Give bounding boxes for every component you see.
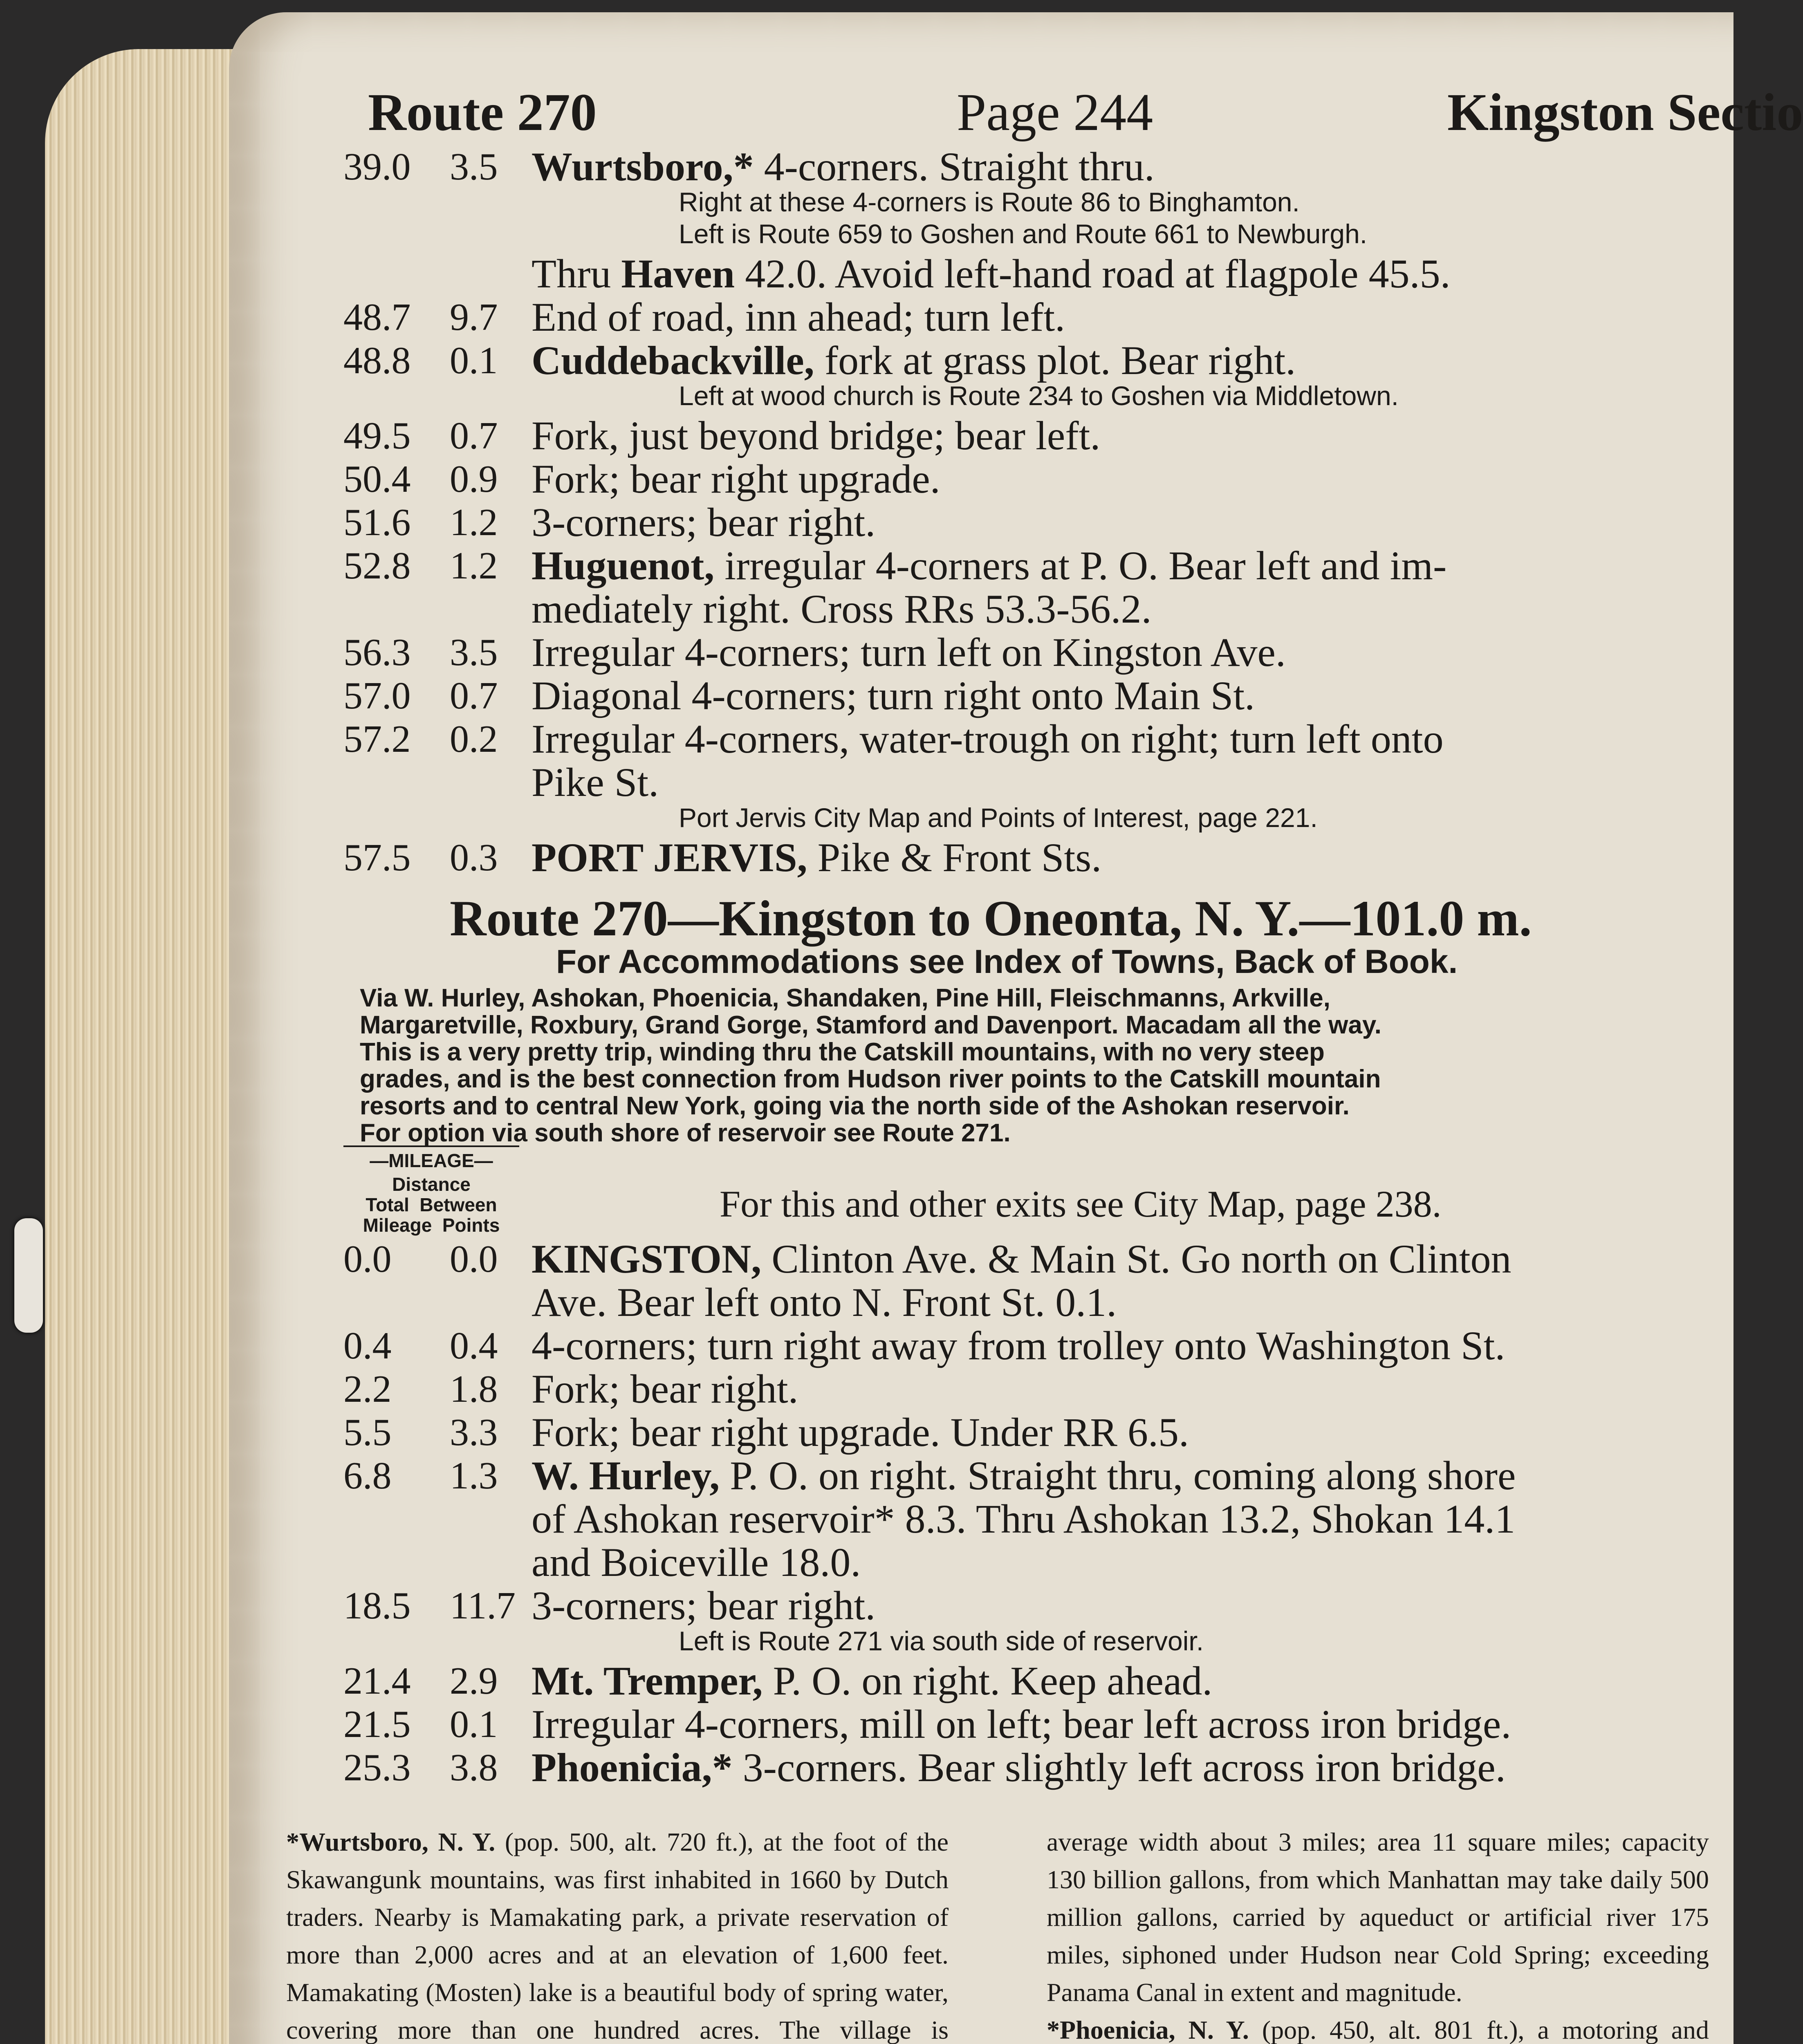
route-step-directions: and Boiceville 18.0.	[531, 1540, 861, 1585]
route-step	[343, 834, 1709, 880]
route-step-text	[531, 629, 1286, 676]
between-mileage: 0.1	[450, 1703, 498, 1746]
route-step-directions: Irregular 4-corners, water-trough on right; turn left onto	[531, 716, 1444, 762]
total-mileage: 5.5	[343, 1411, 392, 1454]
total-mileage: 39.0	[343, 146, 411, 188]
total-mileage: 2.2	[343, 1368, 392, 1410]
route-step-text	[531, 294, 1065, 341]
route-note	[343, 186, 1709, 218]
route-step-directions: 3-corners; bear right.	[531, 500, 876, 545]
accommodations-text: For Accommodations see Index of Towns, Back of Book.	[556, 943, 1458, 980]
route-step-text	[531, 1582, 875, 1629]
route-step	[343, 542, 1709, 588]
total-mileage: 21.5	[343, 1703, 411, 1746]
header-page-number: Page 244	[957, 83, 1153, 142]
via-line	[343, 1011, 1709, 1038]
footnote-heading: *Wurtsboro, N. Y.	[286, 1827, 496, 1856]
total-mileage: 57.2	[343, 718, 411, 760]
route-step	[343, 1495, 1709, 1542]
via-line	[343, 984, 1709, 1011]
route-note-text: Left is Route 271 via south side of reservoir.	[679, 1626, 1204, 1656]
route-step	[343, 1235, 1709, 1282]
route-step-text	[531, 585, 1152, 632]
route-note	[343, 1625, 1709, 1657]
route-note-text: Port Jervis City Map and Points of Interest, page 221.	[679, 802, 1318, 833]
between-mileage: 1.2	[450, 501, 498, 544]
total-mileage: 48.8	[343, 339, 411, 382]
route-step-text	[531, 542, 1446, 589]
route-step-directions: Fork; bear right.	[531, 1366, 798, 1412]
route-step-directions: Clinton Ave. & Main St. Go north on Clinton	[761, 1236, 1511, 1282]
footnote-text: average width about 3 miles; area 11 square miles; capacity 130 billion gallons, from which Manhattan may take daily 500 million gallons, carried by aqueduct or artificial river 175 miles, siphoned under Hudson near Cold Spring; exceeding Panama Canal in extent and magnitude.	[1047, 1827, 1709, 2007]
place-name: Cuddebackville,	[531, 338, 814, 383]
total-mileage: 56.3	[343, 631, 411, 674]
route-step	[343, 250, 1709, 294]
footnote	[1047, 1823, 1709, 2011]
route-step-directions: 4-corners; turn right away from trolley onto Washington St.	[531, 1323, 1505, 1368]
route-step-directions: mediately right. Cross RRs 53.3-56.2.	[531, 586, 1152, 632]
route-step-text	[531, 715, 1444, 762]
route-top-list	[343, 143, 1709, 880]
route-main-list	[343, 1235, 1709, 1790]
route-note-text: Right at these 4-corners is Route 86 to Binghamton.	[679, 187, 1300, 217]
between-mileage: 3.5	[450, 146, 498, 188]
route-step-text	[531, 1539, 861, 1586]
between-mileage: 0.3	[450, 836, 498, 879]
between-mileage: 3.5	[450, 631, 498, 674]
place-name: Phoenicia,*	[531, 1745, 733, 1790]
between-mileage: 9.7	[450, 296, 498, 338]
between-mileage: 3.8	[450, 1746, 498, 1789]
total-mileage: 21.4	[343, 1660, 411, 1702]
route-note-text: Left is Route 659 to Goshen and Route 661 to Newburgh.	[679, 219, 1368, 249]
total-mileage: 0.4	[343, 1325, 392, 1367]
total-mileage: 52.8	[343, 545, 411, 587]
footnote-heading: *Phoenicia, N. Y.	[1047, 2015, 1249, 2044]
route-note	[343, 218, 1709, 250]
route-step	[343, 759, 1709, 805]
via-line	[343, 1038, 1709, 1065]
between-mileage: 0.4	[450, 1325, 498, 1367]
total-mileage: 57.0	[343, 675, 411, 717]
route-step-text	[531, 1495, 1515, 1542]
total-mileage: 6.8	[343, 1455, 392, 1497]
total-mileage: 51.6	[343, 501, 411, 544]
place-name: Haven	[621, 251, 735, 296]
route-step	[343, 672, 1709, 718]
route-step	[343, 1452, 1709, 1498]
place-name: Huguenot,	[531, 543, 715, 588]
route-step	[343, 1409, 1709, 1455]
footnote-text: (pop. 450, alt. 801 ft.), a motoring and	[1262, 2015, 1709, 2044]
footnote-text: (pop. 500, alt. 720 ft.), at the foot of the Skawangunk mountains, was first inhabited in 1660 by Dutch traders. Nearby is Mamakating park, a private reservation of more than 2,000 acres and at an elevation of 1,600 feet. Mamakating (Mosten) lake is a beautiful body of spring water, covering more than one hundred acres. The village is	[286, 1827, 949, 2044]
between-mileage: 0.0	[450, 1238, 498, 1280]
place-name: KINGSTON,	[531, 1236, 762, 1282]
route-step-text	[531, 1279, 1117, 1326]
distance-label: Distance	[392, 1174, 471, 1195]
route-step	[343, 1279, 1709, 1325]
route-step-directions: Pike & Front Sts.	[807, 835, 1102, 880]
route-step-text	[531, 834, 1101, 881]
route-step-directions: Diagonal 4-corners; turn right onto Main St.	[531, 673, 1255, 718]
route-step-directions: fork at grass plot. Bear right.	[814, 338, 1296, 383]
total-mileage: 25.3	[343, 1746, 411, 1789]
between-mileage: 1.8	[450, 1368, 498, 1410]
between-mileage: 0.2	[450, 718, 498, 760]
route-step	[343, 1744, 1709, 1790]
route-step-directions: 3-corners. Bear slightly left across iron bridge.	[732, 1745, 1506, 1790]
route-step-directions: 42.0. Avoid left-hand road at flagpole 45.5.	[735, 251, 1451, 296]
city-map-note: For this and other exits see City Map, page 238.	[720, 1183, 1442, 1225]
between-mileage: 3.3	[450, 1411, 498, 1454]
route-step-text	[531, 1322, 1505, 1369]
route-step-directions: P. O. on right. Keep ahead.	[762, 1658, 1213, 1703]
via-line-text: For option via south shore of reservoir see Route 271.	[360, 1119, 1011, 1147]
footnotes-right-column	[1047, 1823, 1709, 2044]
route-step-text	[531, 455, 940, 502]
between-mileage: 1.2	[450, 545, 498, 587]
footnote	[1047, 2011, 1709, 2044]
mileage-columns-label	[343, 1174, 519, 1235]
route-step-directions: Ave. Bear left onto N. Front St. 0.1.	[531, 1280, 1117, 1325]
route-step	[343, 1582, 1709, 1628]
route-step-directions: of Ashokan reservoir* 8.3. Thru Ashokan 13.2, Shokan 14.1	[531, 1496, 1516, 1542]
accommodations-line	[343, 943, 1709, 984]
route-step-text	[531, 1452, 1516, 1499]
route-step-directions: Pike St.	[531, 760, 659, 805]
route-note	[343, 802, 1709, 834]
place-name: Wurtsboro,*	[531, 144, 754, 189]
route-step-directions: End of road, inn ahead; turn left.	[531, 294, 1065, 340]
total-mileage: 49.5	[343, 415, 411, 457]
route-title	[343, 877, 1709, 946]
header-section: Kingston Sectio	[1447, 83, 1803, 142]
place-name: W. Hurley,	[531, 1453, 720, 1498]
between-mileage: 0.9	[450, 458, 498, 500]
route-title-text: Route 270—Kingston to Oneonta, N. Y.—101.0 m.	[450, 890, 1532, 946]
route-step	[343, 499, 1709, 545]
route-step-text	[531, 1744, 1506, 1791]
route-step-text	[531, 143, 1155, 190]
route-note	[343, 380, 1709, 412]
route-step	[343, 412, 1709, 458]
route-step-directions: irregular 4-corners at P. O. Bear left and im-	[714, 543, 1447, 588]
route-step	[343, 1365, 1709, 1412]
route-step	[343, 143, 1709, 189]
via-line-text: Margaretville, Roxbury, Grand Gorge, Stamford and Davenport. Macadam all the way.	[360, 1011, 1381, 1039]
via-line	[343, 1118, 1709, 1145]
between-mileage: 1.3	[450, 1455, 498, 1497]
total-mileage: 0.0	[343, 1238, 392, 1280]
route-note-text: Left at wood church is Route 234 to Goshen via Middletown.	[679, 381, 1399, 411]
place-name: PORT JERVIS,	[531, 835, 807, 880]
route-step-text	[531, 1701, 1511, 1748]
between-mileage: 0.7	[450, 415, 498, 457]
route-step-text	[531, 759, 659, 806]
route-step	[343, 1539, 1709, 1585]
footnotes	[286, 1823, 1733, 2044]
footnote	[286, 1823, 949, 2044]
route-step-directions: Fork; bear right upgrade.	[531, 456, 940, 502]
route-step-text	[531, 672, 1255, 719]
route-step-directions: P. O. on right. Straight thru, coming along shore	[720, 1453, 1516, 1498]
route-step	[343, 585, 1709, 632]
book-page	[229, 12, 1803, 2044]
route-step-text	[531, 337, 1296, 384]
route-step-text	[531, 1365, 798, 1412]
route-step	[343, 1322, 1709, 1368]
route-step-text	[531, 250, 1451, 297]
total-between-label: Total Between Mileage Points	[363, 1194, 500, 1236]
via-line-text: resorts and to central New York, going via the north side of the Ashokan reservoir.	[360, 1092, 1350, 1120]
place-name: Mt. Tremper,	[531, 1658, 763, 1703]
route-step	[343, 1701, 1709, 1747]
between-mileage: 2.9	[450, 1660, 498, 1702]
via-line-text: grades, and is the best connection from Hudson river points to the Catskill mountain	[360, 1065, 1381, 1093]
total-mileage: 50.4	[343, 458, 411, 500]
route-step-text	[531, 499, 875, 546]
route-step	[343, 629, 1709, 675]
route-step-text	[531, 1657, 1212, 1704]
via-line-text: Via W. Hurley, Ashokan, Phoenicia, Shandaken, Pine Hill, Fleischmanns, Arkville,	[360, 984, 1330, 1012]
via-paragraph	[343, 984, 1709, 1145]
via-line	[343, 1065, 1709, 1091]
total-mileage: 48.7	[343, 296, 411, 338]
header-route: Route 270	[368, 83, 597, 142]
route-step-directions: 3-corners; bear right.	[531, 1583, 876, 1628]
route-step	[343, 294, 1709, 340]
route-step-directions: Fork; bear right upgrade. Under RR 6.5.	[531, 1410, 1189, 1455]
route-step	[343, 715, 1709, 762]
route-step	[343, 337, 1709, 383]
total-mileage: 18.5	[343, 1585, 411, 1627]
between-mileage: 0.7	[450, 675, 498, 717]
mileage-label: —MILEAGE—	[343, 1145, 519, 1172]
route-step-prefix: Thru	[531, 251, 621, 296]
route-step-text	[531, 1235, 1511, 1282]
route-step	[343, 455, 1709, 502]
mileage-header	[343, 1145, 1709, 1235]
route-step	[343, 1657, 1709, 1701]
via-line	[343, 1091, 1709, 1118]
route-step-directions: Irregular 4-corners, mill on left; bear left across iron bridge.	[531, 1701, 1511, 1747]
route-step-directions: 4-corners. Straight thru.	[753, 144, 1155, 189]
route-step-directions: Fork, just beyond bridge; bear left.	[531, 413, 1101, 458]
total-mileage: 57.5	[343, 836, 411, 879]
between-mileage: 0.1	[450, 339, 498, 382]
between-mileage: 11.7	[450, 1585, 516, 1627]
page-tab	[14, 1218, 43, 1333]
route-step-text	[531, 412, 1100, 459]
route-step-directions: Irregular 4-corners; turn left on Kingston Ave.	[531, 630, 1286, 675]
route-text	[343, 143, 1709, 1790]
via-line-text: This is a very pretty trip, winding thru the Catskill mountains, with no very steep	[360, 1038, 1325, 1066]
footnotes-left-column	[286, 1823, 949, 2044]
route-step-text	[531, 1409, 1189, 1456]
